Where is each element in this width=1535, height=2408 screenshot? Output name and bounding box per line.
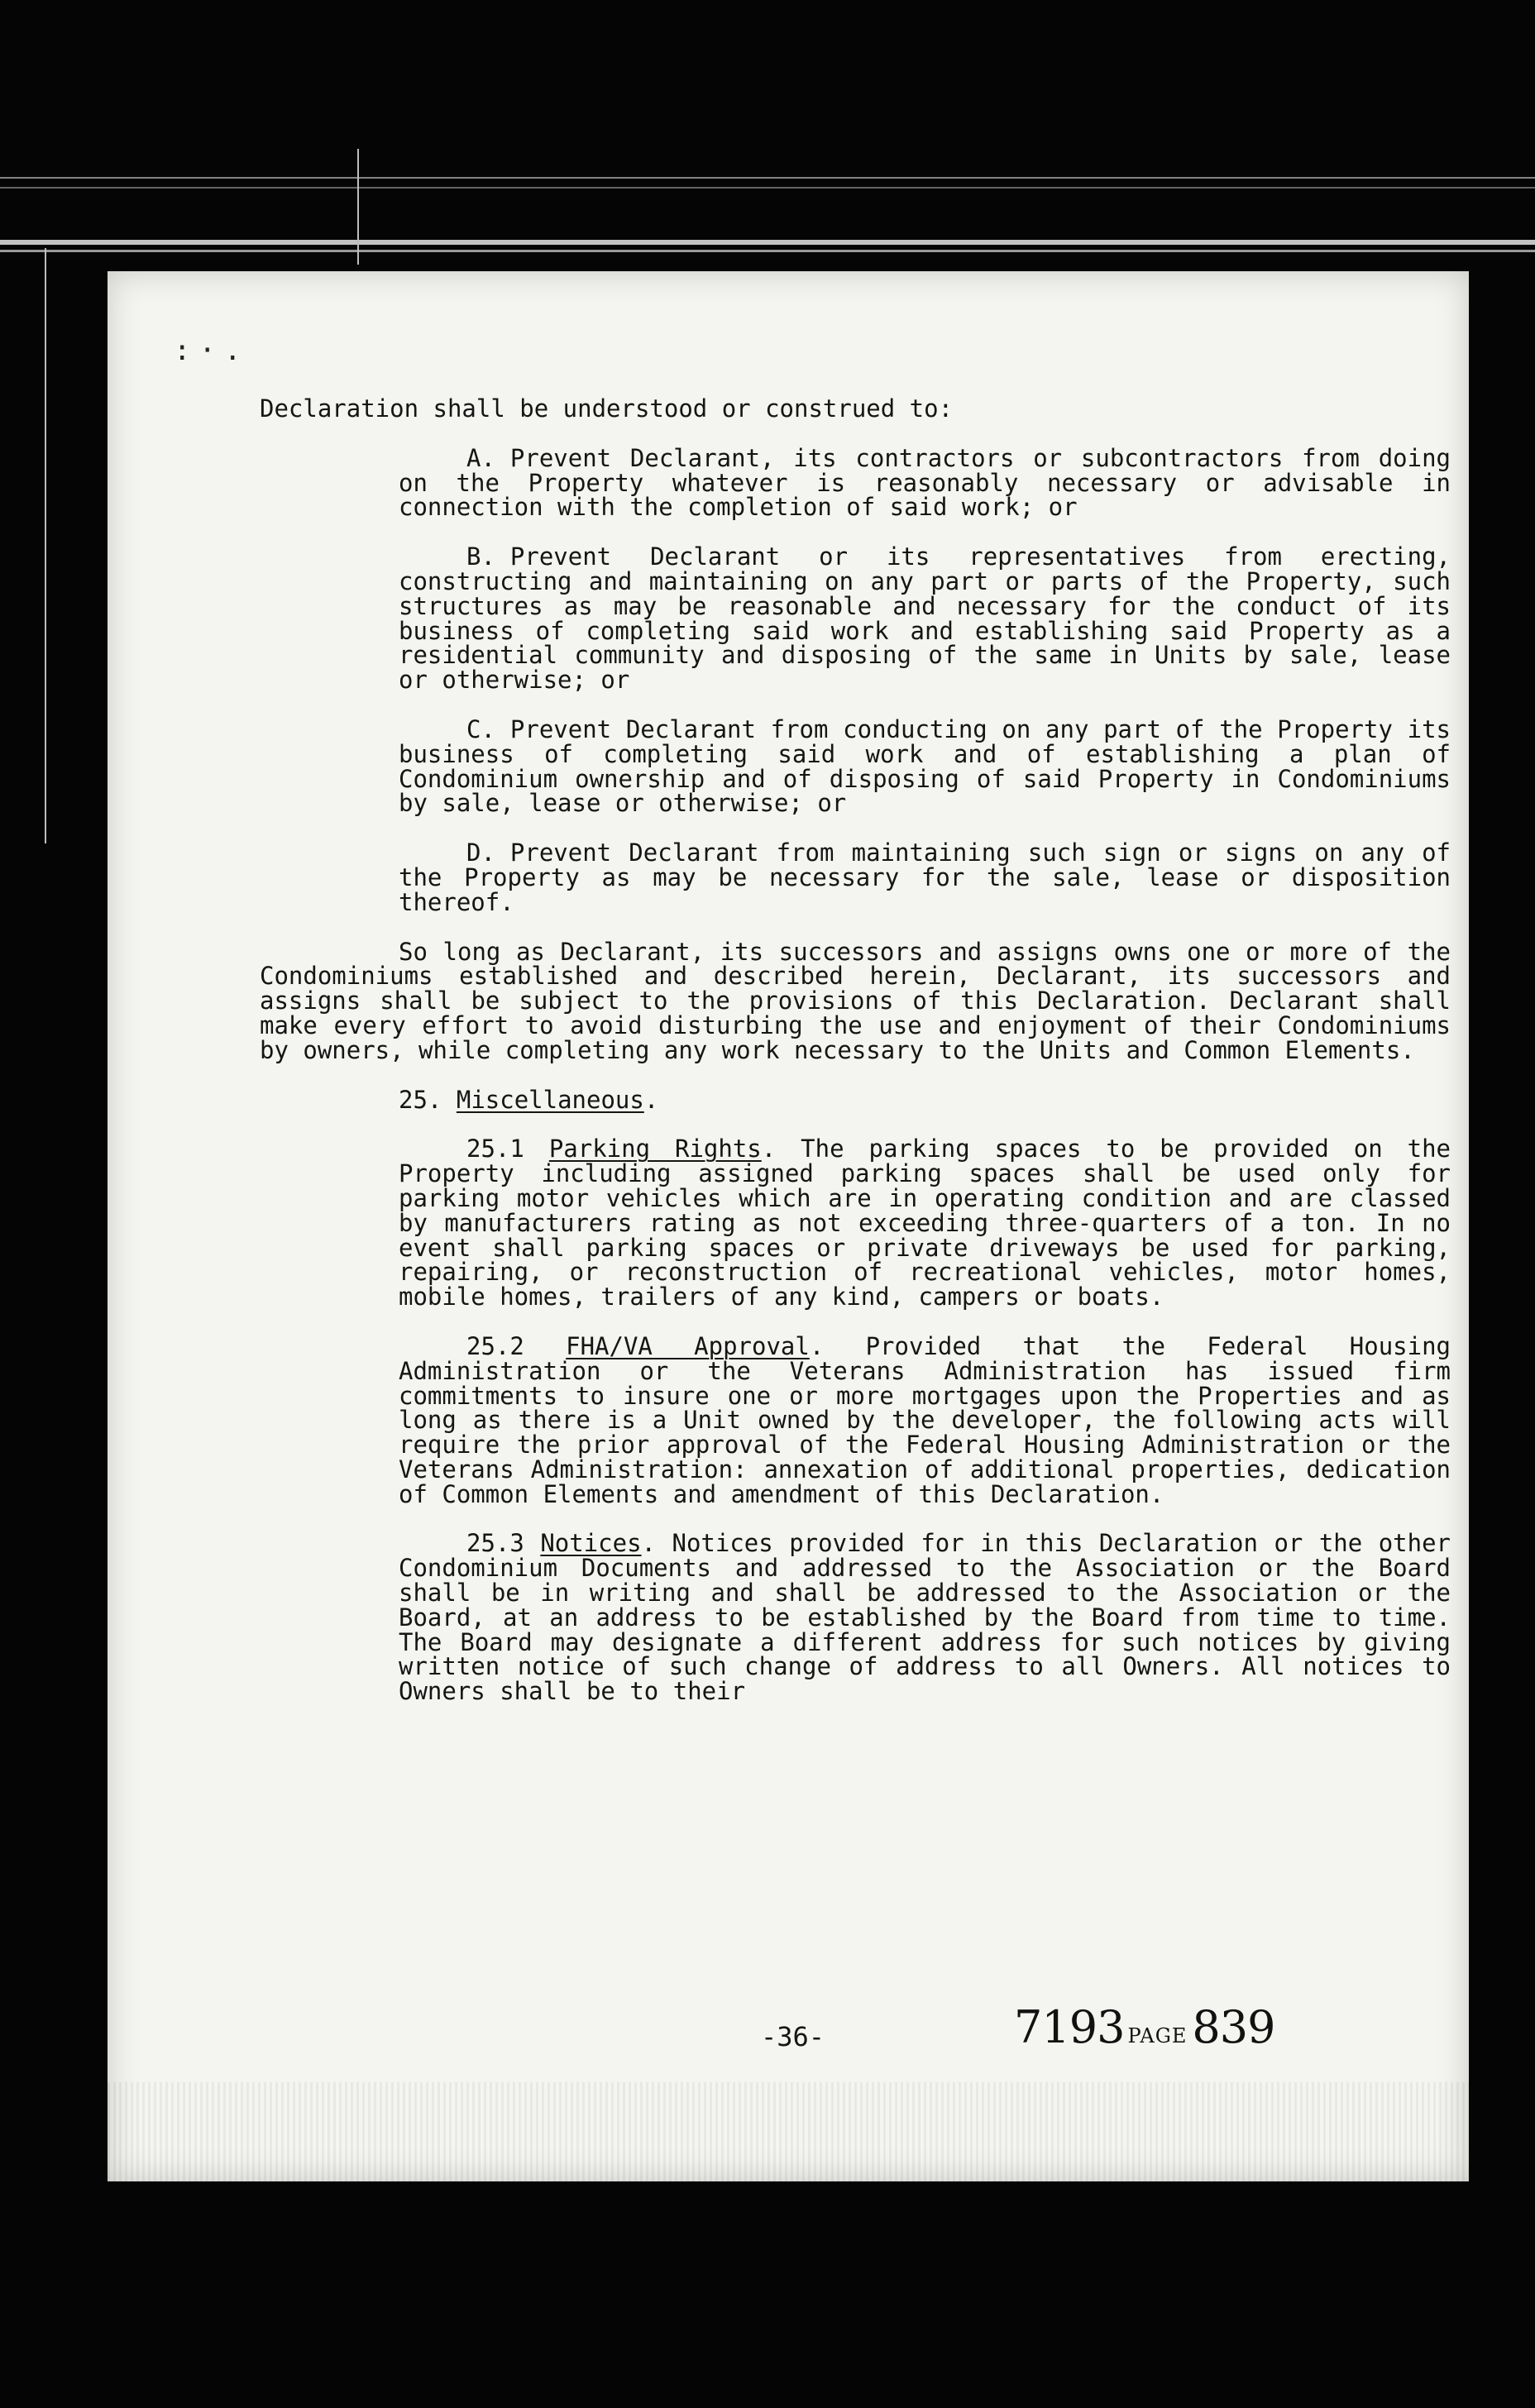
subsection-25-1: 25.1 Parking Rights. The parking spaces to be provided on the Property including assigned parking spaces shall be used only for parking motor vehicles which are in operating condition and are classed by manufacturers rating as not exceeding three-quarters of a ton. In no event shall parking spaces or private driveways be used for parking, repairing, or reconstruction of recreational vehicles, motor homes, mobile homes, trailers of any kind, campers or boats. (399, 1135, 1451, 1312)
subsection-number: 25.2 (466, 1331, 524, 1360)
clause-text: Prevent Declarant from maintaining such sign or signs on any of the Property as may be necessary for the sale, lease or disposition thereof. (399, 838, 1451, 916)
intro-line: Declaration shall be understood or construed to: (260, 394, 954, 423)
book-number: 7193 (1014, 2001, 1125, 2053)
subsection-text: Notices provided for in this Declaration or the other Condominium Documents and addressed to the Association or the Board shall be in writing and shall be addressed to the Association or the Board, at an address to be established by the Board from time to time. The Board may designate a different address for such notices by giving written notice of such change of address to all Owners. All notices to Owners shall be to their (399, 1529, 1451, 1706)
book-page-number: 839 (1192, 2001, 1275, 2053)
section-number: 25. (399, 1085, 442, 1114)
clause-d (399, 838, 1451, 916)
clause-a (399, 443, 1451, 522)
scan-artifact-line (0, 177, 1535, 179)
section-heading: 25. Miscellaneous. (399, 1085, 659, 1114)
clause-label: B. (466, 542, 495, 571)
subsection-text: Provided that the Federal Housing Administration or the Veterans Administration has issued firm commitments to insure one or more mortgages upon the Properties and as long as there is a Unit owned by the developer, the following acts will require the prior approval of the Federal Housing Administration or the Veterans Administration: annexation of additional properties, dedication of Common Elements and amendment of this Declaration. (399, 1331, 1451, 1508)
subsection-title: FHA/VA Approval (566, 1331, 810, 1360)
book-page-word: PAGE (1127, 2024, 1188, 2047)
clause-label: A. (466, 443, 495, 472)
subsection-text: The parking spaces to be provided on the Property including assigned parking spaces shall be used only for parking motor vehicles which are in operating condition and are classed by manufacturers rating as not exceeding three-quarters of a ton. In no event shall parking spaces or private driveways be used for parking, repairing, or reconstruction of recreational vehicles, motor homes, mobile homes, trailers of any kind, campers or boats. (399, 1135, 1451, 1312)
scan-artifact-edge (45, 248, 46, 843)
scan-artifact-line (0, 240, 1535, 245)
scan-artifact-edge (357, 149, 359, 265)
scan-specks: :·. (174, 334, 250, 367)
clause-label: D. (466, 838, 495, 867)
page-number: -36- (761, 2021, 825, 2052)
subsection-title: Parking Rights (548, 1135, 762, 1163)
subsection-title: Notices (540, 1529, 642, 1558)
clause-c (399, 714, 1451, 818)
clause-text: Prevent Declarant, its contractors or subcontractors from doing on the Property whatever is reasonably necessary or advisable in connection with the completion of said work; or (399, 443, 1451, 522)
scan-artifact-line (0, 250, 1535, 252)
clause-text: Prevent Declarant from conducting on any part of the Property its business of completing said work and of establishing a plan of Condominium ownership and of disposing of said Property in Condominiums by sale, lease or otherwise; or (399, 714, 1451, 818)
document-page (108, 271, 1469, 2181)
document-text (260, 394, 1451, 1729)
subsection-number: 25.3 (466, 1529, 524, 1558)
clause-b (399, 542, 1451, 695)
subsection-25-2: 25.2 FHA/VA Approval. Provided that the Federal Housing Administration or the Veterans Administration has issued firm commitments to insure one or more mortgages upon the Properties and as long as there is a Unit owned by the developer, the following acts will require the prior approval of the Federal Housing Administration or the Veterans Administration: annexation of additional properties, dedication of Common Elements and amendment of this Declaration. (399, 1331, 1451, 1508)
section-title: Miscellaneous (456, 1085, 644, 1114)
so-long-paragraph: So long as Declarant, its successors and assigns owns one or more of the Condominiums established and described herein, Declarant, its successors and assigns shall be subject to the provisions of this Declaration. Declarant shall make every effort to avoid disturbing the use and enjoyment of their Condominiums by owners, while completing any work necessary to the Units and Common Elements. (260, 937, 1451, 1064)
subsection-number: 25.1 (466, 1135, 524, 1163)
subsection-25-3: 25.3 Notices. Notices provided for in this Declaration or the other Condominium Documents and addressed to the Association or the Board shall be in writing and shall be addressed to the Association or the Board, at an address to be established by the Board from time to time. The Board may designate a different address for such notices by giving written notice of such change of address to all Owners. All notices to Owners shall be to their (399, 1529, 1451, 1706)
clause-label: C. (466, 714, 495, 743)
book-page-stamp (1014, 2001, 1274, 2053)
clause-text: Prevent Declarant or its representatives from erecting, constructing and maintaining on any part or parts of the Property, such structures as may be reasonable and necessary for the conduct of its business of completing said work and establishing said Property as a residential community and disposing of the same in Units by sale, lease or otherwise; or (399, 542, 1451, 695)
scan-artifact-line (0, 187, 1535, 189)
